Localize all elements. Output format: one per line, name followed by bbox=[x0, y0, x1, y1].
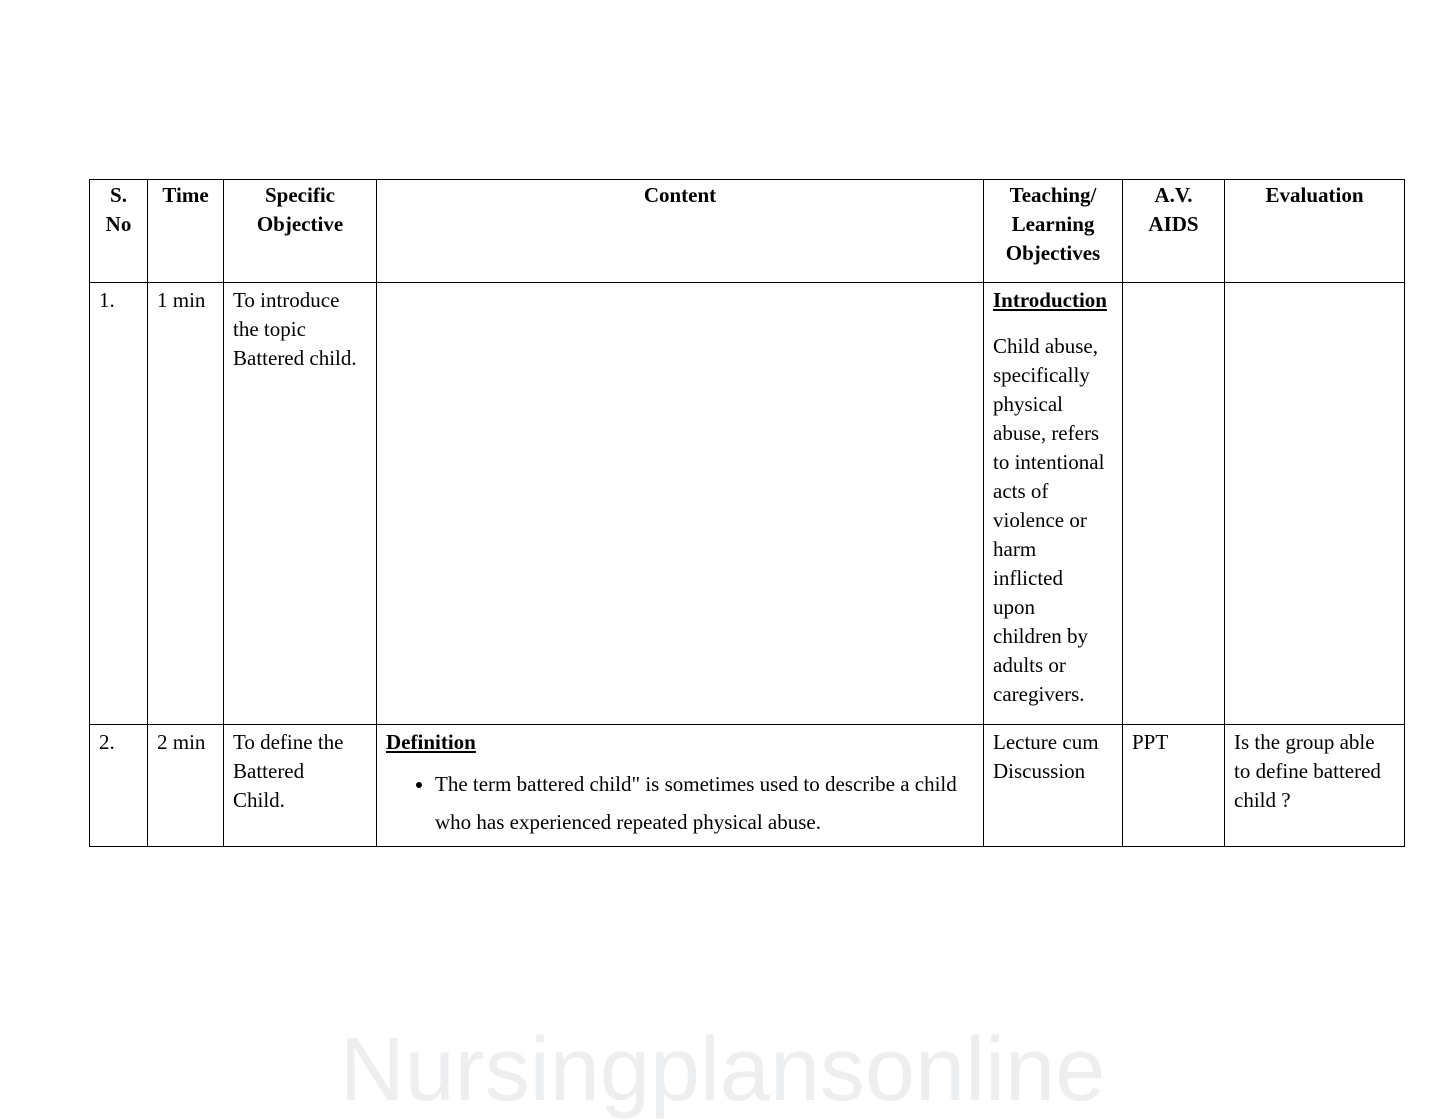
header-sno: S. No bbox=[90, 180, 148, 283]
definition-heading: Definition bbox=[386, 730, 476, 754]
cell-evaluation bbox=[1225, 283, 1405, 725]
cell-sno: 1. bbox=[90, 283, 148, 725]
cell-content bbox=[377, 283, 984, 725]
cell-time: 2 min bbox=[148, 725, 224, 847]
cell-evaluation: Is the group able to define battered child ? bbox=[1225, 725, 1405, 847]
header-specific-objective: Specific Objective bbox=[224, 180, 377, 283]
cell-content bbox=[377, 725, 984, 847]
header-content: Content bbox=[377, 180, 984, 283]
header-av-aids: A.V. AIDS bbox=[1123, 180, 1225, 283]
table-row bbox=[90, 725, 1405, 847]
intro-text: Child abuse, specifically physical abuse, refers to intentional acts of violence or harm inflicted upon children by adults or caregivers. bbox=[993, 334, 1105, 706]
cell-objective: To introduce the topic Battered child. bbox=[224, 283, 377, 725]
list-item: • The term battered child" is sometimes used to describe a child who has experienced repeated physical abuse. bbox=[435, 765, 974, 841]
cell-teaching bbox=[984, 283, 1123, 725]
table-row bbox=[90, 283, 1405, 725]
header-evaluation: Evaluation bbox=[1225, 180, 1405, 283]
header-teaching-learning: Teaching/ Learning Objectives bbox=[984, 180, 1123, 283]
definition-list bbox=[386, 765, 974, 841]
watermark: Nursingplansonline bbox=[339, 1020, 1106, 1120]
cell-av-aids: PPT bbox=[1123, 725, 1225, 847]
cell-av-aids bbox=[1123, 283, 1225, 725]
cell-time: 1 min bbox=[148, 283, 224, 725]
header-time: Time bbox=[148, 180, 224, 283]
intro-heading: Introduction bbox=[993, 288, 1107, 312]
cell-teaching: Lecture cum Discussion bbox=[984, 725, 1123, 847]
lesson-plan-table bbox=[89, 179, 1405, 847]
cell-sno: 2. bbox=[90, 725, 148, 847]
cell-objective: To define the Battered Child. bbox=[224, 725, 377, 847]
header-row bbox=[90, 180, 1405, 283]
